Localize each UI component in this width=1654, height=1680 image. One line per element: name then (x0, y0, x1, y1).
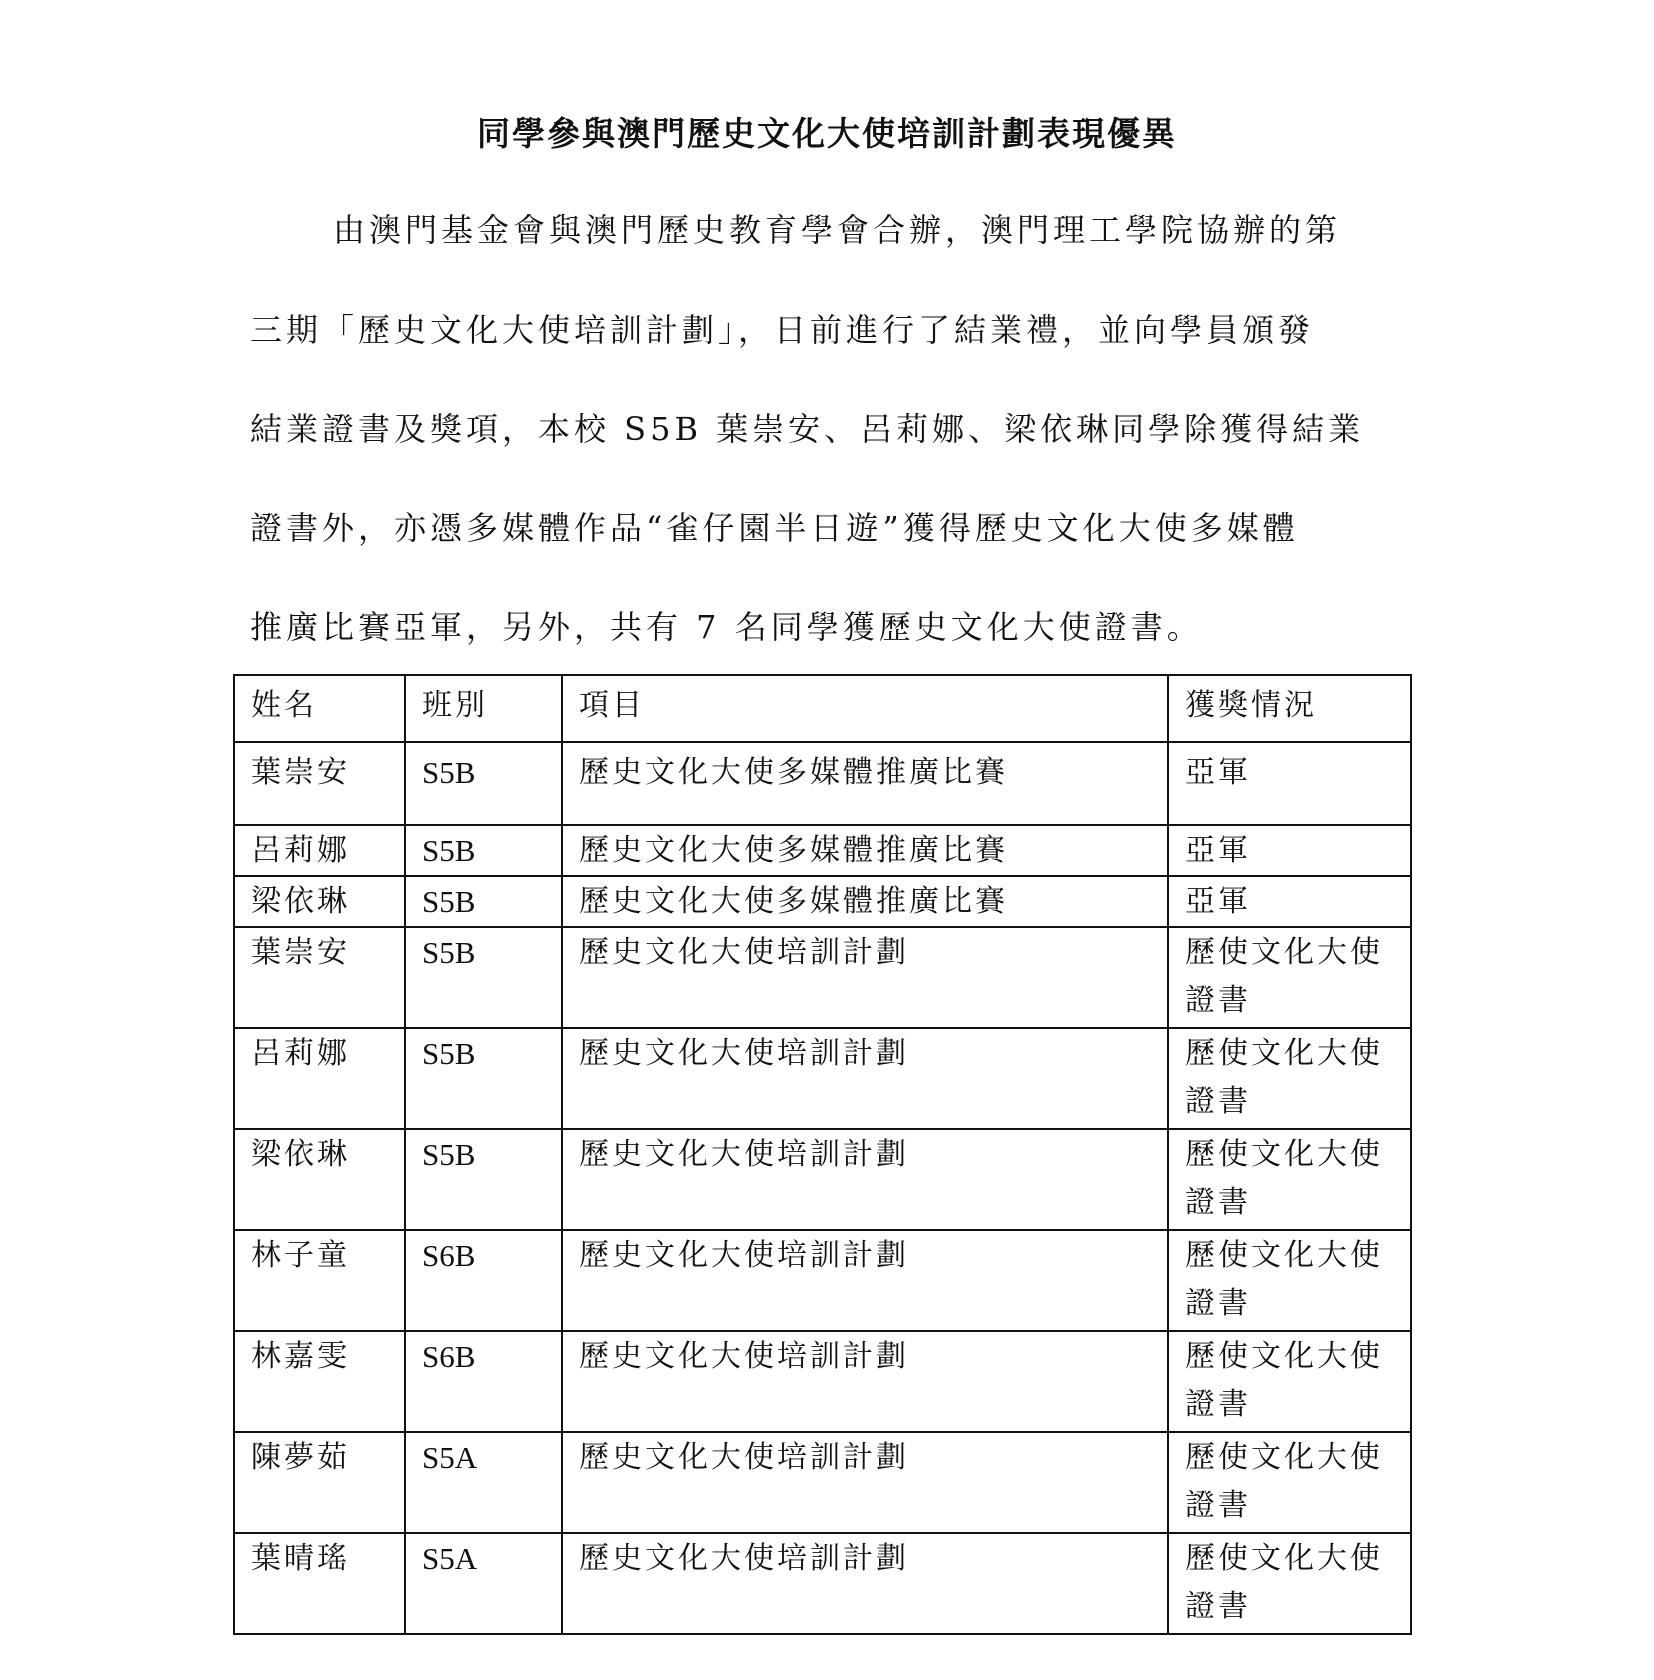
cell-name: 梁依琳 (234, 1129, 405, 1230)
cell-name: 葉晴瑤 (234, 1533, 405, 1634)
paragraph-line-5: 推廣比賽亞軍，另外，共有 7 名同學獲歷史文化大使證書。 (250, 608, 1203, 646)
table-row (234, 876, 1411, 927)
cell-item: 歷史文化大使培訓計劃 (562, 1129, 1168, 1230)
table-row (234, 1331, 1411, 1432)
cell-item: 歷史文化大使培訓計劃 (562, 1331, 1168, 1432)
cell-name: 葉崇安 (234, 742, 405, 825)
cell-award: 亞軍 (1168, 876, 1411, 927)
cell-item: 歷史文化大使培訓計劃 (562, 1533, 1168, 1634)
table-row (234, 1230, 1411, 1331)
table-row (234, 927, 1411, 1028)
cell-award: 歷使文化大使證書 (1168, 1129, 1411, 1230)
cell-class: S5B (405, 1129, 562, 1230)
paragraph-line-1: 由澳門基金會與澳門歷史教育學會合辦，澳門理工學院協辦的第 (333, 211, 1342, 249)
cell-class: S6B (405, 1230, 562, 1331)
cell-item: 歷史文化大使培訓計劃 (562, 1028, 1168, 1129)
header-class: 班別 (405, 675, 562, 742)
header-name: 姓名 (234, 675, 405, 742)
cell-award: 歷使文化大使證書 (1168, 1533, 1411, 1634)
cell-item: 歷史文化大使多媒體推廣比賽 (562, 876, 1168, 927)
cell-class: S5B (405, 876, 562, 927)
award-table (233, 674, 1412, 1635)
cell-award: 歷使文化大使證書 (1168, 927, 1411, 1028)
cell-item: 歷史文化大使培訓計劃 (562, 1432, 1168, 1533)
cell-class: S5A (405, 1533, 562, 1634)
table-header-row (234, 675, 1411, 742)
cell-class: S5B (405, 1028, 562, 1129)
paragraph-line-3: 結業證書及獎項，本校 S5B 葉崇安、呂莉娜、梁依琳同學除獲得結業 (250, 410, 1365, 448)
table-row (234, 742, 1411, 825)
cell-class: S5B (405, 825, 562, 876)
paragraph-line-4: 證書外，亦憑多媒體作品“雀仔園半日遊”獲得歷史文化大使多媒體 (250, 509, 1299, 547)
document-title: 同學參與澳門歷史文化大使培訓計劃表現優異 (477, 114, 1177, 153)
cell-item: 歷史文化大使培訓計劃 (562, 1230, 1168, 1331)
cell-name: 林子童 (234, 1230, 405, 1331)
cell-award: 歷使文化大使證書 (1168, 1331, 1411, 1432)
header-award: 獲獎情況 (1168, 675, 1411, 742)
cell-award: 亞軍 (1168, 825, 1411, 876)
cell-item: 歷史文化大使培訓計劃 (562, 927, 1168, 1028)
cell-name: 呂莉娜 (234, 1028, 405, 1129)
table-row (234, 1129, 1411, 1230)
cell-award: 歷使文化大使證書 (1168, 1432, 1411, 1533)
cell-award: 歷使文化大使證書 (1168, 1028, 1411, 1129)
cell-award: 歷使文化大使證書 (1168, 1230, 1411, 1331)
cell-name: 陳夢茹 (234, 1432, 405, 1533)
cell-name: 呂莉娜 (234, 825, 405, 876)
cell-name: 林嘉雯 (234, 1331, 405, 1432)
cell-class: S5A (405, 1432, 562, 1533)
table-row (234, 1432, 1411, 1533)
cell-class: S6B (405, 1331, 562, 1432)
cell-name: 梁依琳 (234, 876, 405, 927)
cell-award: 亞軍 (1168, 742, 1411, 825)
cell-item: 歷史文化大使多媒體推廣比賽 (562, 742, 1168, 825)
header-item: 項目 (562, 675, 1168, 742)
table-row (234, 1028, 1411, 1129)
table-row (234, 1533, 1411, 1634)
paragraph-line-2: 三期「歷史文化大使培訓計劃」，日前進行了結業禮，並向學員頒發 (250, 311, 1315, 349)
cell-item: 歷史文化大使多媒體推廣比賽 (562, 825, 1168, 876)
cell-name: 葉崇安 (234, 927, 405, 1028)
cell-class: S5B (405, 742, 562, 825)
cell-class: S5B (405, 927, 562, 1028)
table-row (234, 825, 1411, 876)
